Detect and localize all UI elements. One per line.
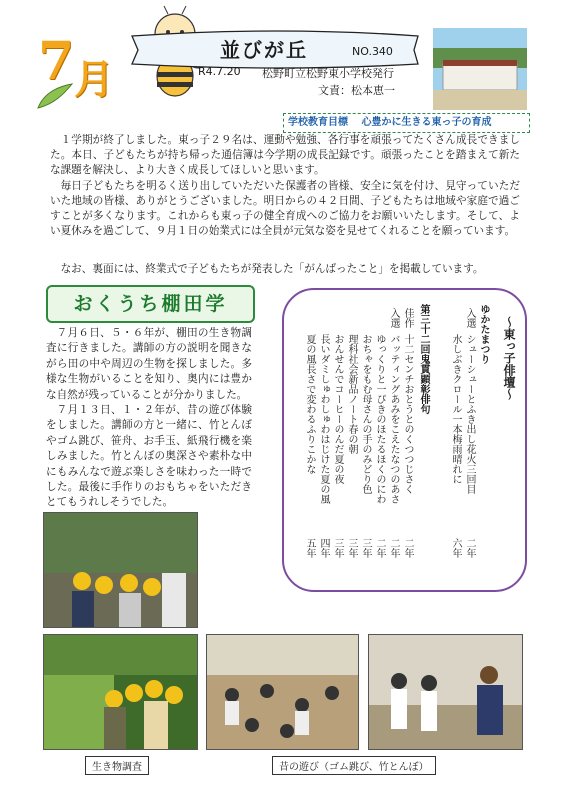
photo-creature-survey-1 [43, 512, 198, 628]
publisher: 松野町立松野東小学校発行 [262, 67, 394, 80]
haiku-poem: ゆっくりと一ぴきのほたるほくのにわ [374, 334, 385, 504]
haiku-grade: 三年 [332, 538, 343, 558]
school-goal: 学校教育目標 心豊かに生きる東っ子の育成 [283, 113, 530, 133]
newsletter-title: 並びが丘 [220, 38, 308, 62]
section-paragraph-1: ７月６日、５・６年が、棚田の生き物調査に行きました。講師の方の説明を聞きながら田の中や周辺の生物を探しました。多様な生物がいることを知り、奥内には豊かな自然が残っていることが分かりました。 [46, 327, 252, 401]
haiku-grade: 六年 [450, 538, 461, 558]
section-paragraph-2: ７月１３日、１・２年が、昔の遊び体験をしました。講師の方と一緒に、竹とんぼやゴム跳び、笹舟、お手玉、紙飛行機を楽しみました。竹とんぼの奥深さや素朴な中にもみんなで遊ぶ楽しさを味わった一時でした。最後に手作りのおもちゃをいただきとてもうれしそうでした。 [46, 404, 252, 509]
haiku-poem: おんせんでコーヒーのんだ夏の夜 [332, 334, 343, 484]
haiku-grade: 三年 [360, 538, 371, 558]
leaf-decoration-icon [34, 82, 74, 110]
haiku-rank2a: 佳作 [402, 308, 413, 328]
publish-date: R4.7.20 [198, 65, 241, 78]
haiku-rank1: 入選 [464, 308, 475, 328]
haiku-section1: ゆかたまつり [478, 304, 489, 364]
intro-paragraph-2: 毎日子どもたちを明るく送り出していただいた保護者の皆様、安全に気を付け、見守っていただいた地域の皆様、ありがとうございました。明日からの４２日間、子どもたちは地域や家庭で過ごすことが多くなります。これからも東っ子の健全育成へのご協力をお願いいたします。そして、よい夏休みを過ごして、９月１日の始業式には全員が元気な姿を見せてくれることを願っています。 [50, 180, 520, 238]
author: 文責：松本恵一 [318, 84, 395, 97]
haiku-poem: バッティングあみをこえたなつのあさ [388, 334, 399, 504]
month-kanji: 月 [74, 56, 114, 103]
haiku-heading: ～東っ子俳壇～ [502, 316, 516, 400]
haiku-grade: 二年 [464, 538, 475, 558]
haiku-grade: 四年 [318, 538, 329, 558]
section-heading: おくうち棚田学 [46, 285, 255, 323]
haiku-poem: おちゃをもむ母さんの手のみどり色 [360, 334, 371, 494]
haiku-grade: 五年 [304, 538, 315, 558]
haiku-poem: 水しぶきクロール一本梅雨晴れに [450, 334, 461, 484]
haiku-poem: 十二センチおとうとのくつつじさく [402, 334, 413, 494]
haiku-section2: 第三十二回鬼貫顕彰俳句 [418, 304, 429, 414]
issue-number: NO.340 [352, 45, 393, 58]
haiku-poem: 理科社会新品ノート春の朝 [346, 334, 357, 454]
haiku-rank2b: 入選 [388, 308, 399, 328]
haiku-grade: 二年 [402, 538, 413, 558]
caption-old-games: 昔の遊び（ゴム跳び、竹とんぼ） [272, 756, 436, 775]
month-number: 7 [38, 31, 75, 92]
haiku-poem: シューシューとふき出し花火三回目 [464, 334, 475, 494]
photo-creature-survey-2 [43, 634, 198, 750]
haiku-box [282, 288, 527, 592]
intro-paragraph-3: なお、裏面には、終業式で子どもたちが発表した「がんばったこと」を掲載しています。 [60, 263, 484, 275]
haiku-poem: 夏の風長さで変わるふりこかな [304, 334, 315, 474]
photo-old-games-1 [206, 634, 359, 750]
haiku-grade: 二年 [374, 538, 385, 558]
caption-creature-survey: 生き物調査 [85, 756, 149, 775]
haiku-poem: 長いダミしゅわしゅわはじけた夏の風 [318, 334, 329, 504]
school-photo [433, 28, 527, 110]
photo-old-games-2 [368, 634, 523, 750]
haiku-grade: 二年 [388, 538, 399, 558]
haiku-grade: 三年 [346, 538, 357, 558]
intro-paragraph-1: １学期が終了しました。東っ子２９名は、運動や勉強、各行事を頑張ってたくさん成長できました。本日、子どもたちが持ち帰った通信簿は今学期の成長記録です。頑張ったことを踏まえて新たな課題を解決し、より大きく成長してほしいと思います。 [50, 134, 520, 177]
